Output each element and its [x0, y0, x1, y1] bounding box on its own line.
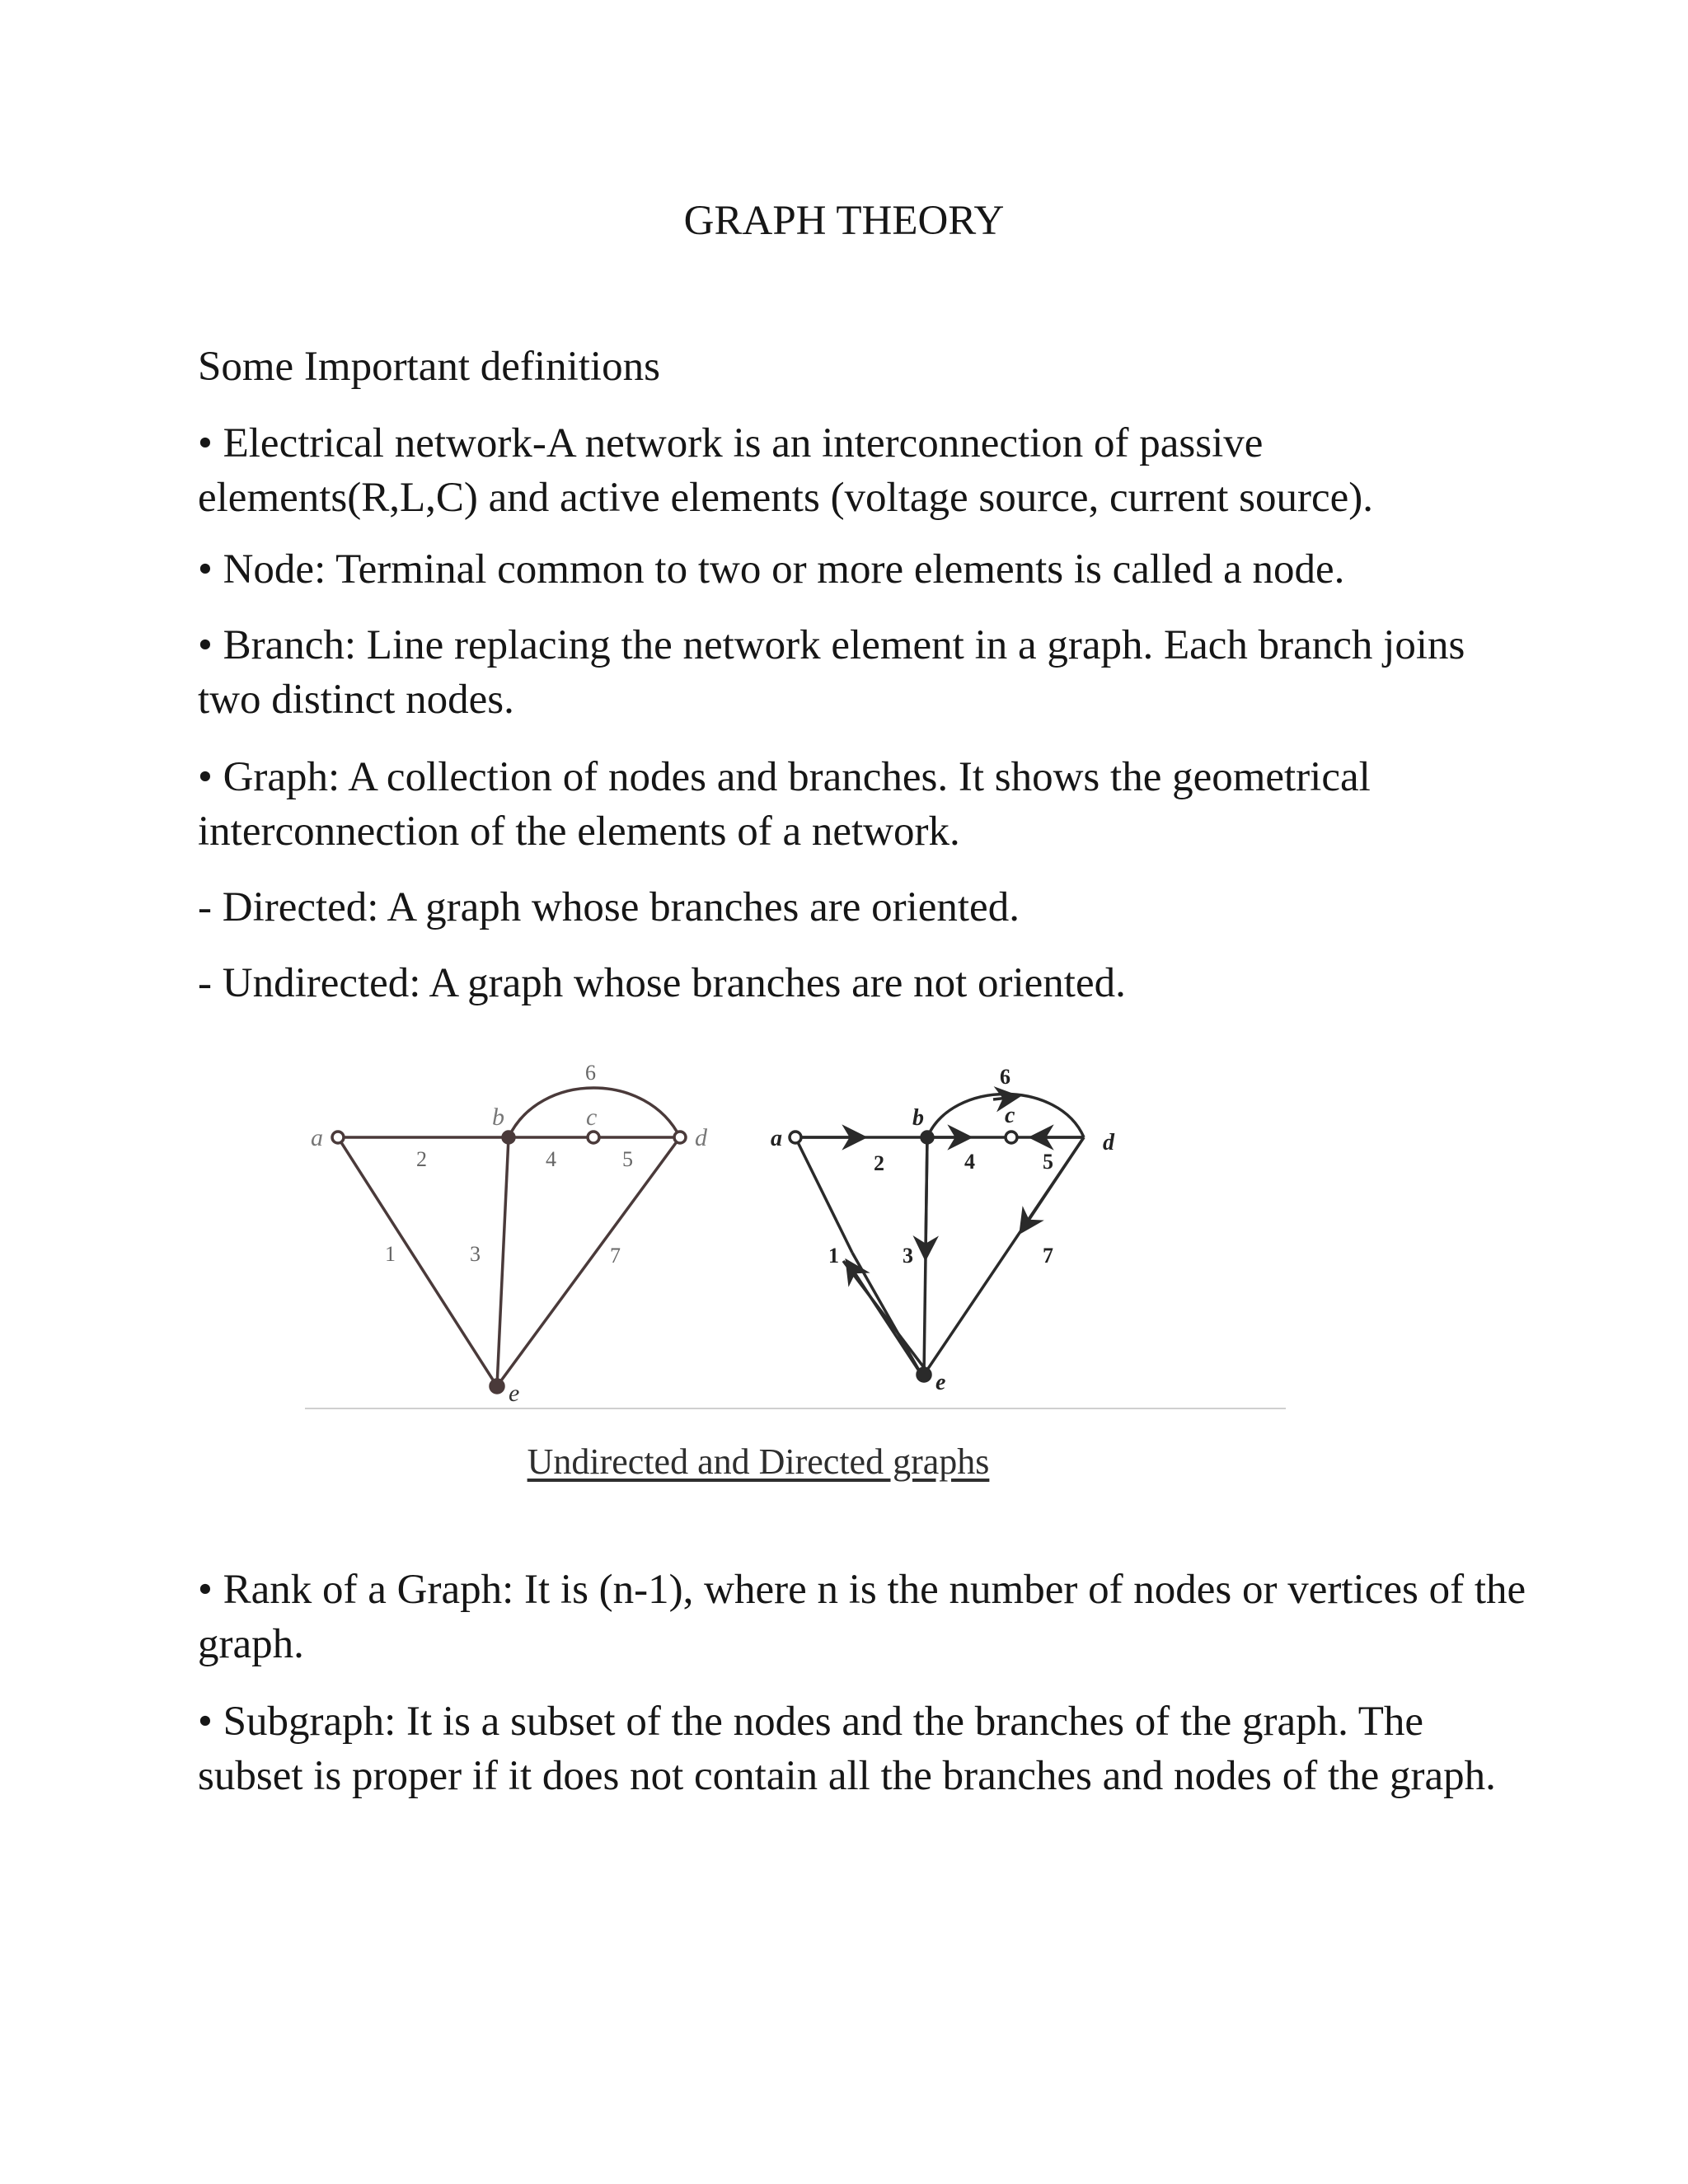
- undirected-label-b: b: [492, 1104, 504, 1131]
- definition-subgraph: • Subgraph: It is a subset of the nodes and the branches of the graph. The subset is proper if it does not contain all the branches and nodes of the graph.: [198, 1699, 1496, 1799]
- undirected-branch-3: [497, 1137, 509, 1386]
- undirected-branch-label-4: 4: [546, 1147, 556, 1171]
- directed-branch-1-lower: [852, 1253, 921, 1375]
- undirected-node-a: [332, 1132, 344, 1143]
- definition-rank: • Rank of a Graph: It is (n-1), where n is the number of nodes or vertices of the graph.: [198, 1567, 1526, 1667]
- section-heading: Some Important definitions: [198, 344, 660, 390]
- definition-graph: • Graph: A collection of nodes and branches. It shows the geometrical interconnection of the elements of a network.: [198, 754, 1371, 855]
- undirected-label-e: e: [509, 1380, 520, 1407]
- directed-branch-label-6: 6: [1000, 1065, 1010, 1089]
- undirected-label-a: a: [311, 1124, 323, 1151]
- directed-branch-label-1: 1: [828, 1244, 839, 1268]
- undirected-branch-label-6: 6: [585, 1061, 596, 1085]
- directed-graph: [790, 1094, 1084, 1382]
- directed-label-e: e: [935, 1370, 946, 1395]
- directed-node-c: [1006, 1132, 1017, 1143]
- undirected-branch-label-7: 7: [610, 1244, 621, 1268]
- undirected-branch-label-1: 1: [385, 1242, 396, 1266]
- undirected-branch-label-2: 2: [416, 1147, 427, 1171]
- directed-branch-label-2: 2: [874, 1151, 884, 1175]
- figure-caption: Undirected and Directed graphs: [527, 1441, 990, 1482]
- directed-node-e: [917, 1368, 931, 1381]
- directed-node-a: [790, 1132, 801, 1143]
- directed-branch-1-upper: [795, 1137, 852, 1253]
- directed-node-b: [921, 1132, 933, 1143]
- directed-label-a: a: [771, 1126, 782, 1151]
- directed-branch-7-arrow: [1026, 1137, 1084, 1224]
- directed-branch-3-arrow: [926, 1137, 927, 1249]
- directed-label-c: c: [1005, 1103, 1015, 1128]
- definition-electrical-network: • Electrical network-A network is an interconnection of passive elements(R,L,C) and active elements (voltage source, current source).: [198, 420, 1374, 521]
- undirected-node-c: [588, 1132, 599, 1143]
- definition-directed: - Directed: A graph whose branches are oriented.: [198, 884, 1020, 930]
- undirected-node-b: [503, 1132, 514, 1143]
- graphs-figure: [301, 1047, 1290, 1508]
- definition-undirected: - Undirected: A graph whose branches are not oriented.: [198, 960, 1126, 1006]
- directed-branch-label-3: 3: [903, 1244, 913, 1268]
- undirected-label-d: d: [695, 1124, 707, 1151]
- directed-branch-6-arrow: [993, 1098, 1008, 1099]
- directed-branch-label-5: 5: [1043, 1150, 1053, 1174]
- undirected-node-d: [674, 1132, 686, 1143]
- directed-branch-label-7: 7: [1043, 1244, 1053, 1268]
- directed-label-d: d: [1103, 1130, 1114, 1155]
- directed-label-b: b: [912, 1105, 924, 1131]
- directed-branch-label-4: 4: [964, 1150, 975, 1174]
- definition-branch: • Branch: Line replacing the network element in a graph. Each branch joins two distinct nodes.: [198, 622, 1465, 723]
- definition-node: • Node: Terminal common to two or more elements is called a node.: [198, 546, 1345, 593]
- undirected-label-c: c: [586, 1104, 598, 1131]
- undirected-graph: [332, 1088, 686, 1393]
- page-title: GRAPH THEORY: [683, 198, 1005, 244]
- undirected-branch-7: [497, 1137, 680, 1386]
- directed-branch-1: [843, 1261, 926, 1370]
- undirected-branch-label-3: 3: [470, 1242, 481, 1266]
- undirected-branch-label-5: 5: [622, 1147, 633, 1171]
- undirected-node-e: [490, 1380, 504, 1393]
